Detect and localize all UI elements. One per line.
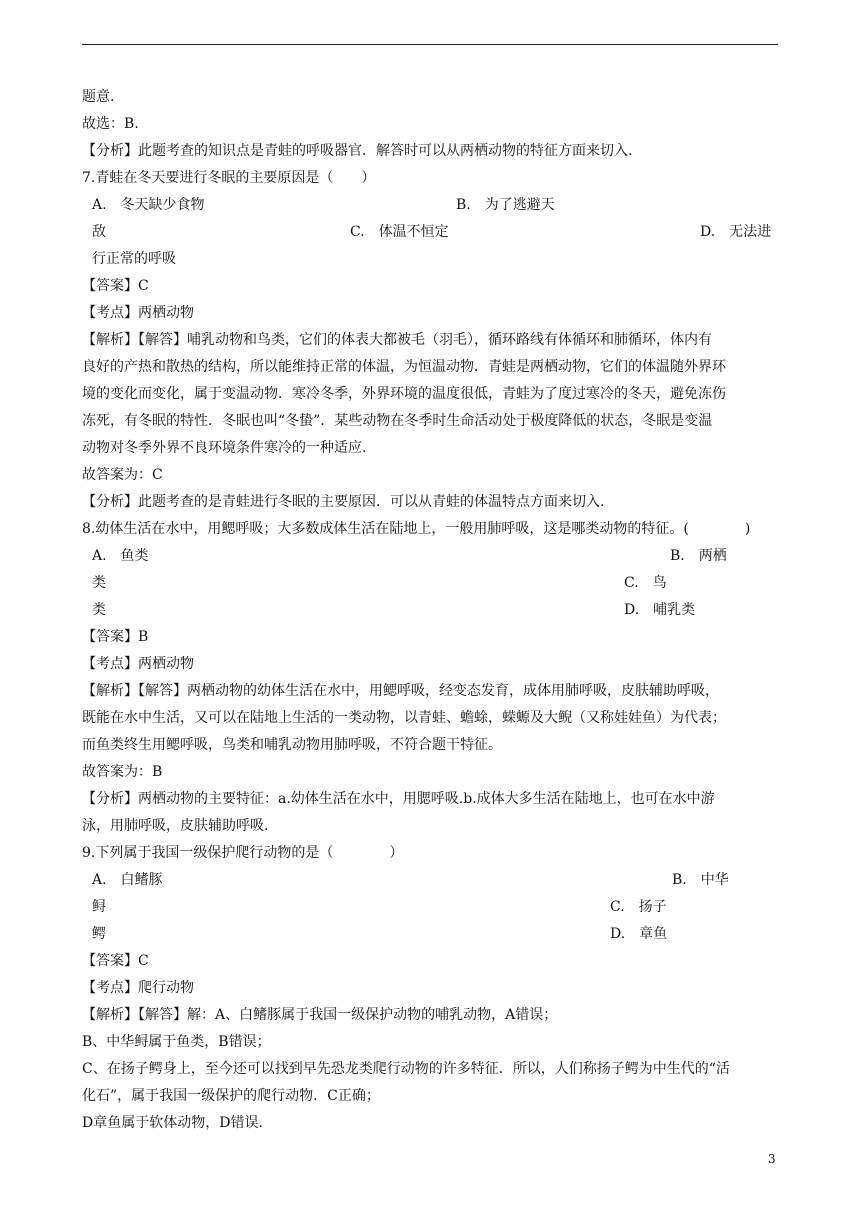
analysis-summary: 泳，用肺呼吸，皮肤辅助呼吸.: [82, 818, 269, 834]
option-a: A. 冬天缺少食物: [92, 197, 205, 213]
option-b: B. 为了逃避天: [456, 197, 555, 213]
option-c-cont: 鳄: [92, 926, 106, 942]
option-d: D. 无法进: [700, 224, 772, 240]
analysis-line: 【解析】【解答】两栖动物的幼体生活在水中，用鳃呼吸，经变态发育，成体用肺呼吸，皮肤辅助呼吸，: [82, 683, 719, 699]
analysis-line: 境的变化而变化，属于变温动物．寒冷冬季，外界环境的温度很低，青蛙为了度过寒冷的冬天，避免冻伤: [82, 386, 726, 402]
answer: 【答案】C: [82, 953, 149, 969]
answer: 【答案】C: [82, 278, 149, 294]
text-line: 题意.: [82, 89, 115, 105]
question-8: 8.幼体生活在水中，用鳃呼吸；大多数成体生活在陆地上，一般用肺呼吸，这是哪类动物的特征。( ): [82, 521, 751, 537]
question-9: 9.下列属于我国一级保护爬行动物的是（ ）: [82, 845, 404, 861]
analysis-line: B、中华鲟属于鱼类，B错误；: [82, 1034, 271, 1050]
analysis-summary: 【分析】此题考查的是青蛙进行冬眠的主要原因．可以从青蛙的体温特点方面来切入.: [82, 494, 605, 510]
analysis-summary: 【分析】两栖动物的主要特征：a.幼体生活在水中，用腮呼吸.b.成体大多生活在陆地上，也可在水中游: [82, 791, 715, 807]
analysis-line: 动物对冬季外界不良环境条件寒冷的一种适应.: [82, 440, 367, 456]
question-7: 7.青蛙在冬天要进行冬眠的主要原因是（ ）: [82, 170, 376, 186]
option-c: C. 鸟: [624, 575, 667, 591]
analysis-line: 而鱼类终生用鳃呼吸，鸟类和哺乳动物用肺呼吸，不符合题干特征。: [82, 737, 502, 753]
option-b-cont: 类: [92, 575, 106, 591]
option-b-cont: 鲟: [92, 899, 106, 915]
analysis-line: 【解析】【解答】哺乳动物和鸟类，它们的体表大都被毛（羽毛），循环路线有体循环和肺循环，体内有: [82, 332, 712, 348]
text-line: 故选：B.: [82, 116, 139, 132]
topic: 【考点】两栖动物: [82, 656, 194, 672]
analysis-line: 【解析】【解答】解：A、白鳍豚属于我国一级保护动物的哺乳动物，A错误；: [82, 1007, 558, 1023]
final-answer: 故答案为：B: [82, 764, 163, 780]
option-d-cont: 行正常的呼吸: [92, 251, 176, 267]
topic: 【考点】两栖动物: [82, 305, 194, 321]
analysis-line: 良好的产热和散热的结构，所以能维持正常的体温，为恒温动物．青蛙是两栖动物，它们的体温随外界环: [82, 359, 726, 375]
option-b: B. 两栖: [670, 548, 727, 564]
topic: 【考点】爬行动物: [82, 980, 194, 996]
option-c: C. 扬子: [610, 899, 667, 915]
analysis-line: D章鱼属于软体动物，D错误.: [82, 1115, 263, 1131]
option-c-cont: 类: [92, 602, 106, 618]
option-d: D. 章鱼: [610, 926, 668, 942]
option-a: A. 鱼类: [92, 548, 149, 564]
option-b: B. 中华: [672, 872, 729, 888]
analysis-line: 化石”，属于我国一级保护的爬行动物．C正确；: [82, 1088, 380, 1104]
analysis-line: 既能在水中生活，又可以在陆地上生活的一类动物，以青蛙、蟾蜍，蝾螈及大鲵（又称娃娃鱼）为代表；: [82, 710, 726, 726]
final-answer: 故答案为：C: [82, 467, 163, 483]
answer: 【答案】B: [82, 629, 149, 645]
text-line: 【分析】此题考查的知识点是青蛙的呼吸器官．解答时可以从两栖动物的特征方面来切入.: [82, 143, 633, 159]
option-b-cont: 敌: [92, 224, 106, 240]
analysis-line: C、在扬子鳄身上，至今还可以找到早先恐龙类爬行动物的许多特征．所以，人们称扬子鳄为中生代的“活: [82, 1061, 730, 1077]
option-d: D. 哺乳类: [624, 602, 696, 618]
page-number: 3: [768, 1152, 776, 1166]
option-a: A. 白鳍豚: [92, 872, 163, 888]
option-c: C. 体温不恒定: [350, 224, 449, 240]
header-rule: [82, 44, 778, 45]
analysis-line: 冻死，有冬眠的特性．冬眠也叫“冬蛰”．某些动物在冬季时生命活动处于极度降低的状态，冬眠是变温: [82, 413, 713, 429]
